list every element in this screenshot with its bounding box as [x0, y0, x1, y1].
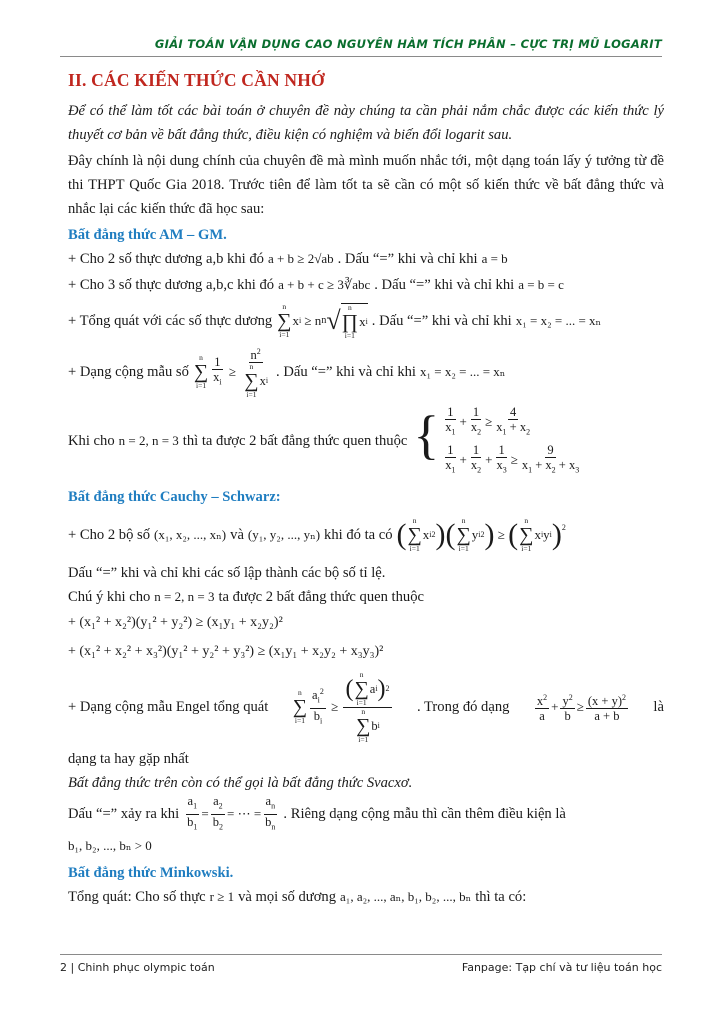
amgm-line-2	[68, 271, 664, 299]
cs-eq2-tail: . Riêng dạng cộng mẫu thì cần thêm điều kiện là	[283, 806, 566, 822]
cs-engel-text: + Dạng cộng mẫu Engel tổng quát	[68, 699, 269, 715]
amgm-line5-formula: n = 2, n = 3	[118, 433, 179, 448]
amgm-line2-eq: a = b = c	[518, 277, 564, 292]
intro-paragraph: Đây chính là nội dung chính của chuyên đề mà mình muốn nhắc tới, một dạng toán lấy ý tưởng từ đề thi THPT Quốc Gia 2018. Trước tiên để làm tốt ta sẽ cần có một số kiến thức về bất đẳng thức và nhắc lại các kiến thức đã học sau:	[68, 153, 664, 217]
cs-note-tail: ta được 2 bất đẳng thức quen thuộc	[218, 589, 424, 605]
cs-general-formula: ( n ∑ i=1 x i 2 ) ( n ∑ i=1 y i 2 ) ≥ ( n ∑ i=1 x i y i ) $^2$	[396, 516, 566, 553]
minkowski-title: Bất đẳng thức Minkowski.	[68, 865, 234, 881]
amgm-line2-formula: a + b + c ≥ 3∛abc	[278, 277, 371, 292]
cs-ineq-1-formula: + (x₁² + x₂²)(y₁² + y₂²) ≥ (x₁y₁ + x₂y₂)²	[68, 615, 283, 630]
cs-ineq-2-formula: + (x₁² + x₂² + x₃²)(y₁² + y₂² + y₃²) ≥ (x₁y₁ + x₂y₂ + x₃y₃)²	[68, 644, 384, 659]
amgm-line2-cond: . Dấu “=” khi và chỉ khi	[374, 277, 515, 293]
cs-equality-2	[68, 795, 664, 833]
amgm-harmonic-formula: n ∑ i=1 $\frac{1}{x_i}$ ≥ $n^2$ n ∑ i=1 x i	[193, 346, 269, 400]
cs-eq2-cond-formula: b₁, b₂, ..., bₙ > 0	[68, 838, 152, 853]
amgm-line1-formula: a + b ≥ 2√ab	[267, 251, 334, 266]
page-header: GIẢI TOÁN VẬN DỤNG CAO NGUYÊN HÀM TÍCH PHÂN – CỰC TRỊ MŨ LOGARIT	[60, 34, 662, 57]
minkowski-tail: thì ta có:	[475, 889, 527, 905]
amgm-line-1	[68, 247, 664, 271]
amgm-line-4	[68, 343, 664, 401]
amgm-system: { $\frac{1}{x_1}$ + $\frac{1}{x_2}$ ≥ $\frac{4}{x_1 + x_2}$ $\frac{1}{x_1}$ + $\frac{1}{x_2}$ + $\frac{1}{x_3}$ ≥ $\frac{9}{x_1 + x_2 + x_3}$	[413, 404, 580, 475]
amgm-line5-text: Khi cho	[68, 433, 115, 449]
cs-ineq-1	[68, 609, 664, 637]
cs-equality-text: Dấu “=” khi và chỉ khi các số lập thành các bộ số tỉ lệ.	[68, 565, 386, 581]
cs-line1-and: và	[230, 527, 244, 543]
cs-ineq-2	[68, 637, 664, 667]
amgm-line3-eq: x₁ = x₂ = ... = xₙ	[515, 313, 602, 328]
amgm-line-3	[68, 299, 664, 343]
cs-eq2-formula: $\frac{a_1}{b_1}$ = $\frac{a_2}{b_2}$ = ⋯ = $\frac{a_n}{b_n}$	[187, 794, 276, 831]
cs-note-text: Chú ý khi cho	[68, 589, 151, 605]
cs-engel-formula: n ∑ i=1 $\frac{a_i^2}{b_i}$ ≥ ( n ∑ i=1 a i ) 2 n ∑ i=1 b i	[292, 669, 390, 744]
cs-line1-text: + Cho 2 bộ số	[68, 527, 151, 543]
cs-eq2-condition	[68, 833, 664, 859]
amgm-line4-text: + Dạng cộng mẫu số	[68, 364, 189, 380]
footer-left: 2 | Chinh phục olympic toán	[60, 961, 215, 974]
amgm-line4-cond: . Dấu “=” khi và chỉ khi	[276, 364, 416, 380]
cs-engel-tail: dạng ta hay gặp nhất	[68, 751, 189, 767]
minkowski-mid: và mọi số dương	[238, 889, 337, 905]
minkowski-r: r ≥ 1	[209, 889, 235, 904]
amgm-general-formula: n ∑ i=1 x i ≥ n n √ n ∏ i=1 x i	[277, 302, 368, 340]
amgm-line2-text: + Cho 3 số thực dương a,b,c khi đó	[68, 277, 275, 293]
page-content	[68, 66, 664, 909]
minkowski-line	[68, 885, 664, 909]
page-footer	[60, 954, 662, 974]
cs-line-1	[68, 509, 664, 561]
cs-svacxo: Bất đẳng thức trên còn có thể gọi là bất đẳng thức Svacxơ.	[68, 775, 413, 791]
cs-title: Bất đẳng thức Cauchy – Schwarz:	[68, 489, 281, 505]
cs-note	[68, 585, 664, 609]
amgm-line3-cond: . Dấu “=” khi và chỉ khi	[371, 313, 512, 329]
footer-right: Fanpage: Tạp chí và tư liệu toán học	[461, 961, 662, 974]
amgm-line1-eq: a = b	[481, 251, 508, 266]
amgm-line4-eq: x₁ = x₂ = ... = xₙ	[420, 364, 506, 379]
cs-engel-mid: . Trong đó dạng	[416, 699, 510, 715]
minkowski-text: Tổng quát: Cho số thực	[68, 889, 206, 905]
amgm-line1-cond: . Dấu “=” khi và chỉ khi	[337, 251, 478, 267]
cs-eq2-text: Dấu “=” xảy ra khi	[68, 806, 180, 822]
minkowski-vars: a₁, a₂, ..., aₙ, b₁, b₂, ..., bₙ	[340, 889, 472, 904]
intro-italic: Để có thể làm tốt các bài toán ở chuyên đề này chúng ta cần phải nắm chắc được các kiến thức lý thuyết cơ bản về bất đẳng thức, điều kiện có nghiệm và biến đổi logarit sau.	[68, 103, 664, 143]
cs-engel-la: là	[653, 699, 664, 715]
amgm-line3-text: + Tổng quát với các số thực dương	[68, 313, 273, 329]
amgm-title: Bất đẳng thức AM – GM.	[68, 227, 227, 243]
cs-engel-example: $\frac{x^2}{a}$ + $\frac{y^2}{b}$ ≥ $\frac{(x + y)^2}{a + b}$	[536, 692, 626, 724]
section-heading: II. CÁC KIẾN THỨC CẦN NHỚ	[68, 70, 325, 90]
cs-line1-tail: khi đó ta có	[324, 527, 393, 543]
amgm-line-5	[68, 401, 664, 481]
amgm-line5-tail: thì ta được 2 bất đẳng thức quen thuộc	[182, 433, 408, 449]
cs-x-tuple: (x₁, x₂, ..., xₙ)	[154, 527, 227, 542]
cs-y-tuple: (y₁, y₂, ..., yₙ)	[247, 527, 321, 542]
amgm-line1-text: + Cho 2 số thực dương a,b khi đó	[68, 251, 264, 267]
cs-note-formula: n = 2, n = 3	[154, 589, 215, 604]
cs-engel-line	[68, 667, 664, 747]
